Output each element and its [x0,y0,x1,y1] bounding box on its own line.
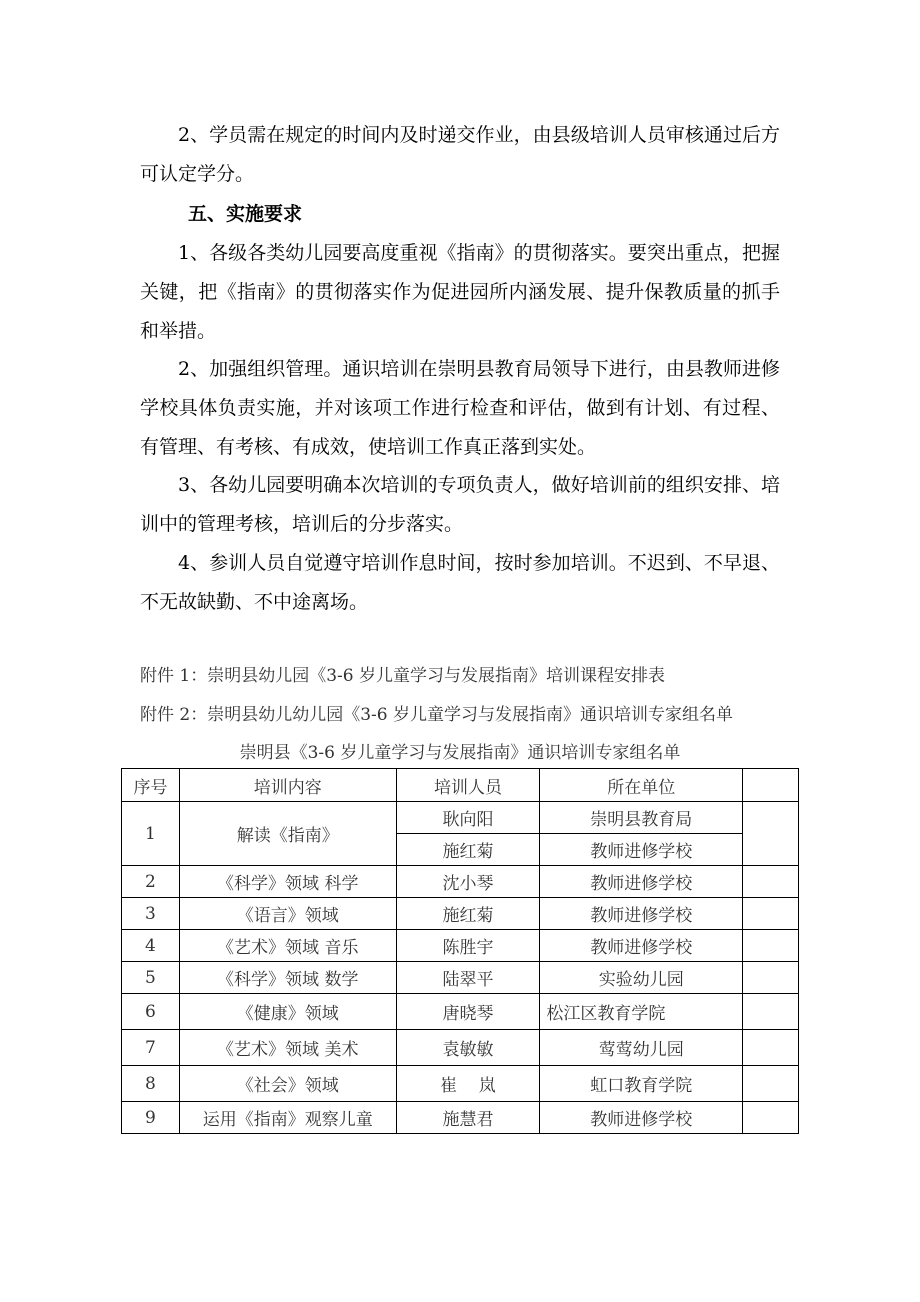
cell-unit: 教师进修学校 [540,866,743,898]
cell-blank [743,802,799,866]
cell-content: 《艺术》领域 音乐 [179,930,396,962]
cell-unit: 教师进修学校 [540,930,743,962]
table-row [122,962,799,994]
cell-no: 8 [122,1066,180,1102]
attachment-1: 附件 1：崇明县幼儿园《3-6 岁儿童学习与发展指南》培训课程安排表 [140,666,665,686]
expert-table [121,768,799,1134]
paragraph-homework: 2、学员需在规定的时间内及时递交作业，由县级培训人员审核通过后方可认定学分。 [140,124,780,185]
cell-no: 4 [122,930,180,962]
cell-unit: 莺莺幼儿园 [540,1030,743,1066]
cell-person: 施慧君 [396,1102,540,1134]
cell-person: 崔 岚 [396,1066,540,1102]
table-row [122,1102,799,1134]
cell-unit: 虹口教育学院 [540,1066,743,1102]
table-row [122,1066,799,1102]
paragraph-item-2: 2、加强组织管理。通识培训在崇明县教育局领导下进行，由县教师进修学校具体负责实施，并对该项工作进行检查和评估，做到有计划、有过程、有管理、有考核、有成效，使培训工作真正落到实处。 [140,358,780,458]
cell-unit: 教师进修学校 [540,834,743,866]
header-cell: 所在单位 [540,769,743,802]
cell-person: 施红菊 [396,898,540,930]
paragraph-item-4: 4、参训人员自觉遵守培训作息时间，按时参加培训。不迟到、不早退、不无故缺勤、不中途离场。 [140,552,780,613]
table-header-row [122,769,799,802]
cell-blank [743,1102,799,1134]
cell-person: 陈胜宇 [396,930,540,962]
table-row [122,802,799,834]
attachment-2: 附件 2：崇明县幼儿幼儿园《3-6 岁儿童学习与发展指南》通识培训专家组名单 [140,705,733,725]
header-cell: 序号 [122,769,180,802]
header-cell [743,769,799,802]
cell-blank [743,930,799,962]
cell-no: 1 [122,802,180,866]
cell-blank [743,1066,799,1102]
cell-unit: 教师进修学校 [540,1102,743,1134]
cell-unit: 教师进修学校 [540,898,743,930]
cell-no: 2 [122,866,180,898]
cell-person: 袁敏敏 [396,1030,540,1066]
cell-person: 陆翠平 [396,962,540,994]
paragraph-item-1: 1、各级各类幼儿园要高度重视《指南》的贯彻落实。要突出重点，把握关键，把《指南》的贯彻落实作为促进园所内涵发展、提升保教质量的抓手和举措。 [140,242,780,342]
cell-unit: 松江区教育学院 [540,994,743,1030]
cell-blank [743,962,799,994]
cell-no: 9 [122,1102,180,1134]
cell-no: 7 [122,1030,180,1066]
header-cell: 培训人员 [396,769,540,802]
table-title: 崇明县《3-6 岁儿童学习与发展指南》通识培训专家组名单 [239,743,681,763]
cell-content: 解读《指南》 [179,802,396,866]
cell-no: 3 [122,898,180,930]
table-row [122,898,799,930]
header-cell: 培训内容 [179,769,396,802]
cell-content: 《健康》领域 [179,994,396,1030]
paragraph-item-3: 3、各幼儿园要明确本次培训的专项负责人，做好培训前的组织安排、培训中的管理考核，培训后的分步落实。 [140,474,780,535]
cell-content: 《社会》领域 [179,1066,396,1102]
cell-blank [743,1030,799,1066]
cell-content: 《语言》领域 [179,898,396,930]
table-row [122,866,799,898]
cell-person: 沈小琴 [396,866,540,898]
cell-blank [743,898,799,930]
cell-person: 唐晓琴 [396,994,540,1030]
cell-blank [743,994,799,1030]
cell-content: 《艺术》领域 美术 [179,1030,396,1066]
cell-person: 施红菊 [396,834,540,866]
cell-no: 5 [122,962,180,994]
cell-unit: 实验幼儿园 [540,962,743,994]
cell-content: 《科学》领域 数学 [179,962,396,994]
cell-person: 耿向阳 [396,802,540,834]
table-row [122,1030,799,1066]
cell-blank [743,866,799,898]
cell-no: 6 [122,994,180,1030]
cell-content: 运用《指南》观察儿童 [179,1102,396,1134]
section-heading: 五、实施要求 [188,203,303,225]
cell-unit: 崇明县教育局 [540,802,743,834]
table-row [122,994,799,1030]
cell-content: 《科学》领域 科学 [179,866,396,898]
table-row [122,930,799,962]
